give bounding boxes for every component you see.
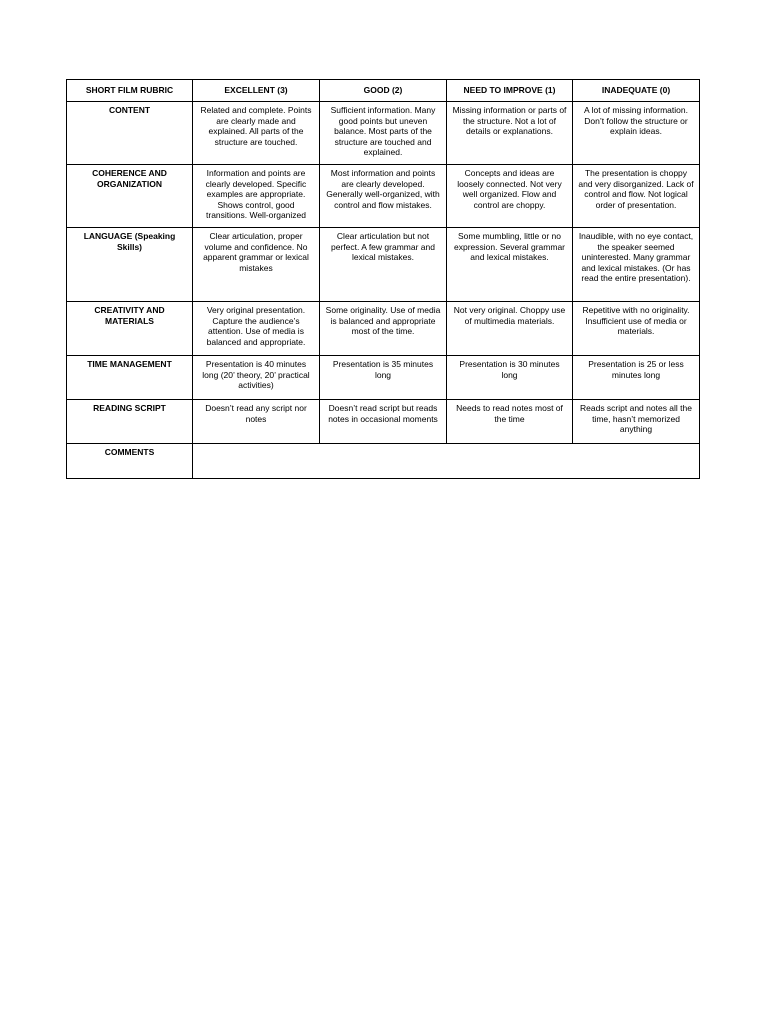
table-row <box>67 302 700 356</box>
header-cell-excellent: EXCELLENT (3) <box>193 80 320 102</box>
header-row <box>67 80 700 102</box>
score-cell-good: Sufficient information. Many good points but uneven balance. Most parts of the structure are touched and explained. <box>320 102 447 165</box>
score-cell-excellent: Clear articulation, proper volume and confidence. No apparent grammar or lexical mistakes <box>193 228 320 302</box>
comments-field <box>193 444 700 479</box>
score-cell-need-to-improve: Not very original. Choppy use of multimedia materials. <box>447 302 573 356</box>
score-cell-good: Presentation is 35 minutes long <box>320 356 447 400</box>
table-row <box>67 102 700 165</box>
score-cell-need-to-improve: Concepts and ideas are loosely connected. Not very well organized. Flow and control are choppy. <box>447 165 573 228</box>
criterion-cell: CREATIVITY AND MATERIALS <box>67 302 193 356</box>
criterion-cell: TIME MANAGEMENT <box>67 356 193 400</box>
score-cell-excellent: Related and complete. Points are clearly made and explained. All parts of the structure are touched. <box>193 102 320 165</box>
score-cell-good: Clear articulation but not perfect. A few grammar and lexical mistakes. <box>320 228 447 302</box>
table-row <box>67 228 700 302</box>
criterion-cell: LANGUAGE (Speaking Skills) <box>67 228 193 302</box>
score-cell-excellent: Very original presentation. Capture the audience’s attention. Use of media is balanced and appropriate. <box>193 302 320 356</box>
table-row <box>67 400 700 444</box>
score-cell-inadequate: Reads script and notes all the time, hasn’t memorized anything <box>573 400 700 444</box>
header-cell-need-to-improve: NEED TO IMPROVE (1) <box>447 80 573 102</box>
score-cell-inadequate: The presentation is choppy and very disorganized. Lack of control and flow. Not logical order of presentation. <box>573 165 700 228</box>
score-cell-good: Most information and points are clearly developed. Generally well-organized, with control and flow mistakes. <box>320 165 447 228</box>
score-cell-good: Doesn’t read script but reads notes in occasional moments <box>320 400 447 444</box>
header-cell-good: GOOD (2) <box>320 80 447 102</box>
score-cell-need-to-improve: Missing information or parts of the structure. Not a lot of details or explanations. <box>447 102 573 165</box>
comments-row <box>67 444 700 479</box>
score-cell-good: Some originality. Use of media is balanced and appropriate most of the time. <box>320 302 447 356</box>
score-cell-excellent: Information and points are clearly developed. Specific examples are appropriate. Shows control, good transitions. Well-organized <box>193 165 320 228</box>
header-cell-title: SHORT FILM RUBRIC <box>67 80 193 102</box>
criterion-cell: COHERENCE AND ORGANIZATION <box>67 165 193 228</box>
rubric-table <box>66 79 700 479</box>
score-cell-excellent: Presentation is 40 minutes long (20’ theory, 20’ practical activities) <box>193 356 320 400</box>
score-cell-need-to-improve: Needs to read notes most of the time <box>447 400 573 444</box>
score-cell-inadequate: Repetitive with no originality. Insufficient use of media or materials. <box>573 302 700 356</box>
comments-label: COMMENTS <box>67 444 193 479</box>
score-cell-need-to-improve: Some mumbling, little or no expression. Several grammar and lexical mistakes. <box>447 228 573 302</box>
score-cell-excellent: Doesn’t read any script nor notes <box>193 400 320 444</box>
score-cell-inadequate: Presentation is 25 or less minutes long <box>573 356 700 400</box>
header-cell-inadequate: INADEQUATE (0) <box>573 80 700 102</box>
table-row <box>67 356 700 400</box>
criterion-cell: READING SCRIPT <box>67 400 193 444</box>
table-row <box>67 165 700 228</box>
score-cell-inadequate: Inaudible, with no eye contact, the speaker seemed uninterested. Many grammar and lexical mistakes. (Or has read the entire presentation). <box>573 228 700 302</box>
score-cell-inadequate: A lot of missing information. Don’t follow the structure or explain ideas. <box>573 102 700 165</box>
criterion-cell: CONTENT <box>67 102 193 165</box>
score-cell-need-to-improve: Presentation is 30 minutes long <box>447 356 573 400</box>
